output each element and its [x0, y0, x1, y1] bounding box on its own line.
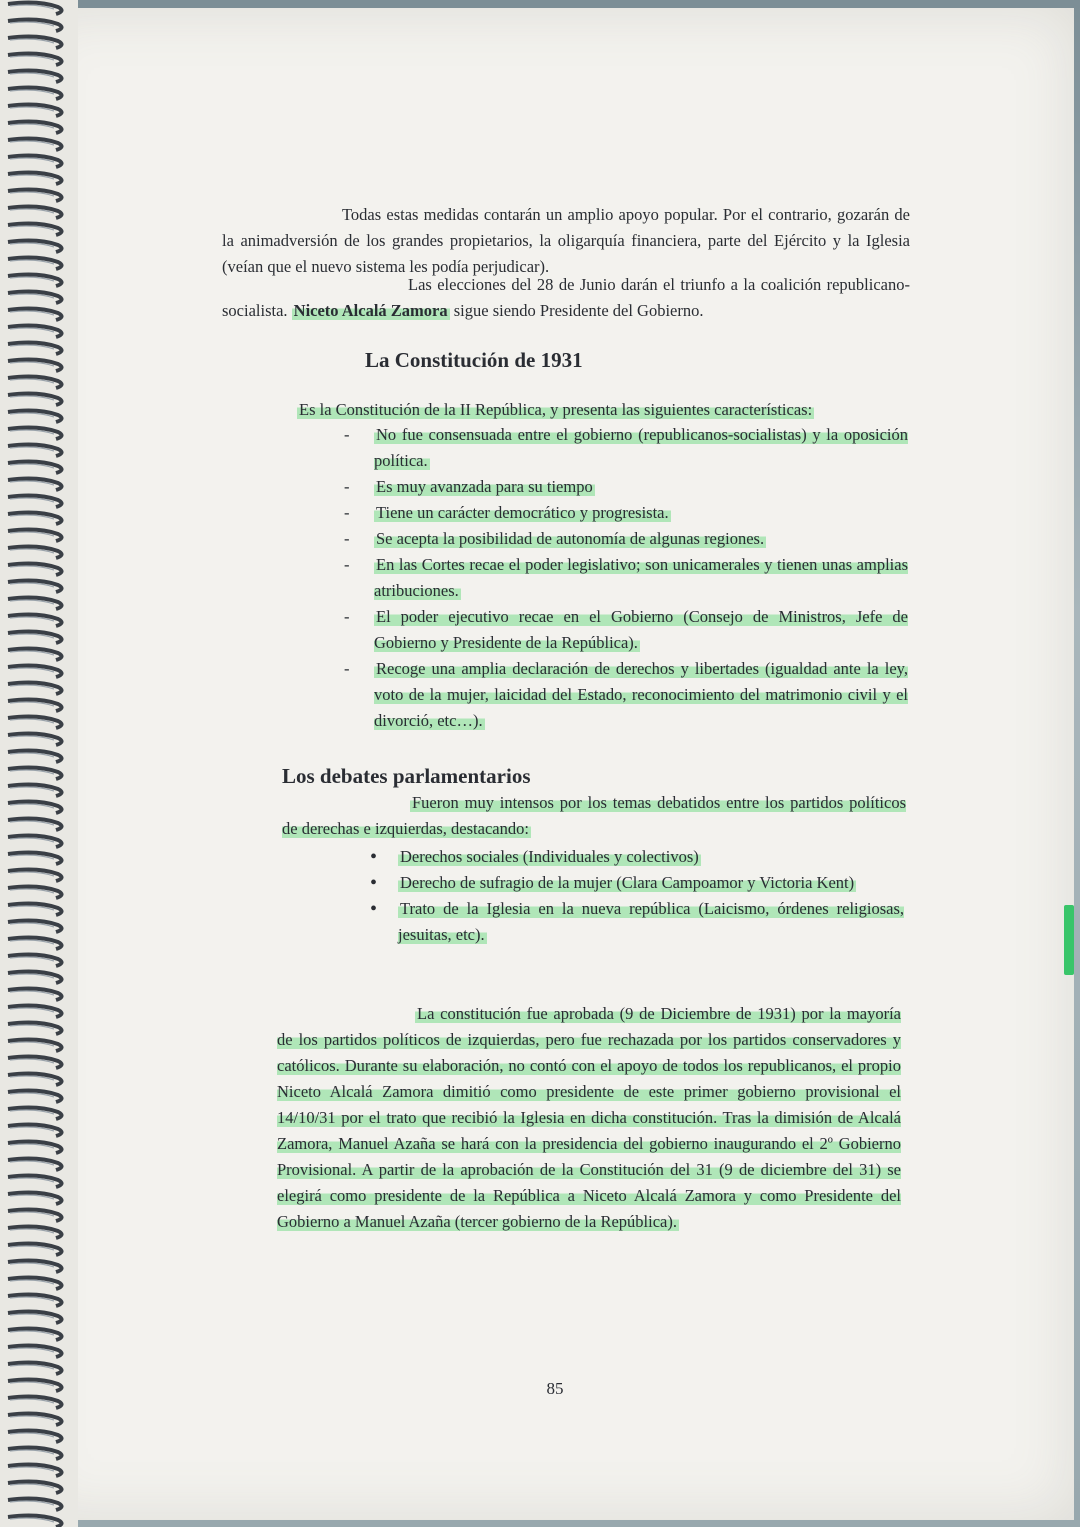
intro-paragraph-1: Todas estas medidas contarán un amplio apoyo popular. Por el contrario, gozarán de la animadversión de los grandes propietarios, la oligarquía financiera, parte del Ejército y la Iglesia (veían que el nuevo sistema les podía perjudicar). [222, 205, 910, 276]
debates-heading: Los debates parlamentarios [282, 764, 531, 788]
debates-topics-list [398, 844, 904, 948]
list-item: - Es muy avanzada para su tiempo [374, 474, 908, 500]
list-item: - Tiene un carácter democrático y progresista. [374, 500, 908, 526]
constitution-characteristics-list [374, 422, 908, 734]
intro-paragraph-2: Las elecciones del 28 de Junio darán el triunfo a la coalición republicano-socialista. Niceto Alcalá Zamora sigue siendo Presidente del Gobierno. [222, 275, 910, 320]
list-item: • Derechos sociales (Individuales y colectivos) [398, 844, 904, 870]
list-item: • Derecho de sufragio de la mujer (Clara Campoamor y Victoria Kent) [398, 870, 904, 896]
list-item: • Trato de la Iglesia en la nueva república (Laicismo, órdenes religiosas, jesuitas, etc). [398, 896, 904, 948]
closing-paragraph: La constitución fue aprobada (9 de Diciembre de 1931) por la mayoría de los partidos políticos de izquierdas, pero fue rechazada por los partidos conservadores y católicos. Durante su elaboración, no contó con el apoyo de todos los republicanos, el propio Niceto Alcalá Zamora dimitió como presidente de este primer gobierno provisional el 14/10/31 por el trato que recibió la Iglesia en dicha constitución. Tras la dimisión de Alcalá Zamora, Manuel Azaña se hará con la presidencia del gobierno inaugurando el 2º Gobierno Provisional. A partir de la aprobación de la Constitución del 31 (9 de diciembre del 31) se elegirá como presidente de la República a Niceto Alcalá Zamora y como Presidente del Gobierno a Manuel Azaña (tercer gobierno de la República). [277, 1004, 901, 1231]
niceto-name: Niceto Alcalá Zamora [293, 301, 448, 320]
list-item: - Se acepta la posibilidad de autonomía de algunas regiones. [374, 526, 908, 552]
constitution-heading: La Constitución de 1931 [365, 348, 583, 372]
list-item: - No fue consensuada entre el gobierno (republicanos-socialistas) y la oposición política. [374, 422, 908, 474]
constitution-lead: Es la Constitución de la II República, y presenta las siguientes características: [299, 400, 813, 419]
list-item: - El poder ejecutivo recae en el Gobierno (Consejo de Ministros, Jefe de Gobierno y Presidente de la República). [374, 604, 908, 656]
debates-lead: Fueron muy intensos por los temas debatidos entre los partidos políticos de derechas e izquierdas, destacando: [282, 793, 906, 838]
list-item: - En las Cortes recae el poder legislativo; son unicamerales y tienen unas amplias atribuciones. [374, 552, 908, 604]
list-item: - Recoge una amplia declaración de derechos y libertades (igualdad ante la ley, voto de la mujer, laicidad del Estado, reconocimiento del matrimonio civil y el divorció, etc…). [374, 656, 908, 734]
page-number: 85 [546, 1379, 564, 1398]
